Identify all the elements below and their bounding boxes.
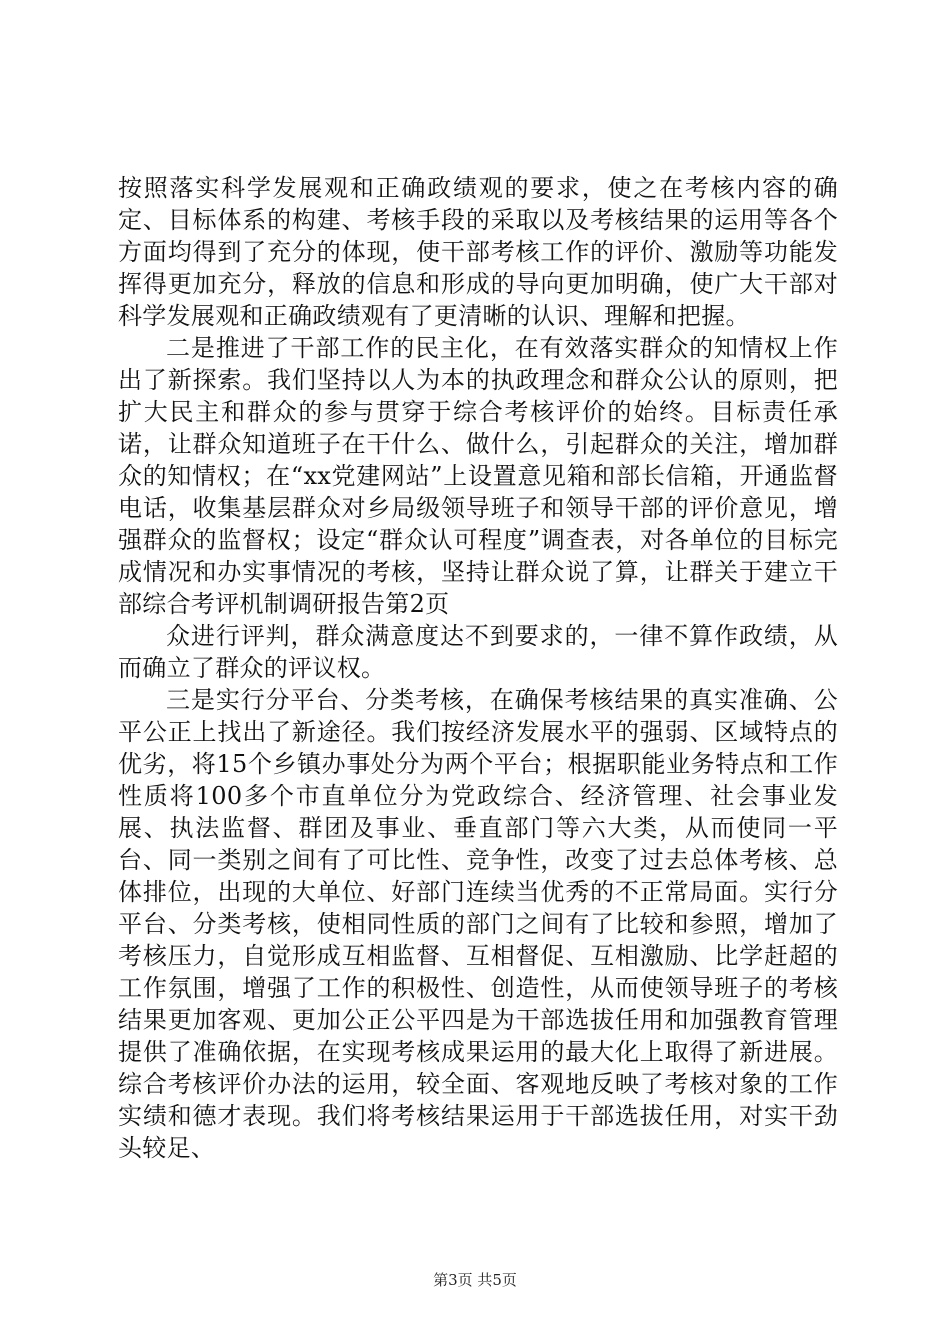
paragraph-2: 二是推进了干部工作的民主化，在有效落实群众的知情权上作出了新探索。我们坚持以人为本的执政理念和群众公认的原则，把扩大民主和群众的参与贯穿于综合考核评价的始终。目标责任承诺，让群众知道班子在干什么、做什么，引起群众的关注，增加群众的知情权；在“xx党建网站”上设置意见箱和部长信箱，开通监督电话，收集基层群众对乡局级领导班子和领导干部的评价意见，增强群众的监督权；设定“群众认可程度”调查表，对各单位的目标完成情况和办实事情况的考核，坚持让群众说了算，让群关于建立干部综合考评机制调研报告第2页 (118, 334, 838, 618)
page-footer: 第3页 共5页 (433, 1271, 517, 1289)
paragraph-1: 按照落实科学发展观和正确政绩观的要求，使之在考核内容的确定、目标体系的构建、考核手段的采取以及考核结果的运用等各个方面均得到了充分的体现，使干部考核工作的评价、激励等功能发挥得更加充分，释放的信息和形成的导向更加明确，使广大干部对科学发展观和正确政绩观有了更清晰的认识、理解和把握。 (118, 174, 838, 330)
paragraph-4: 三是实行分平台、分类考核，在确保考核结果的真实准确、公平公正上找出了新途径。我们按经济发展水平的强弱、区域特点的优劣，将15个乡镇办事处分为两个平台；根据职能业务特点和工作性质将100多个市直单位分为党政综合、经济管理、社会事业发展、执法监督、群团及事业、垂直部门等六大类，从而使同一平台、同一类别之间有了可比性、竞争性，改变了过去总体考核、总体排位，出现的大单位、好部门连续当优秀的不正常局面。实行分平台、分类考核，使相同性质的部门之间有了比较和参照，增加了考核压力，自觉形成互相监督、互相督促、互相激励、比学赶超的工作氛围，增强了工作的积极性、创造性，从而使领导班子的考核结果更加客观、更加公正公平四是为干部选拔任用和加强教育管理提供了准确依据，在实现考核成果运用的最大化上取得了新进展。综合考核评价办法的运用，较全面、客观地反映了考核对象的工作实绩和德才表现。我们将考核结果运用于干部选拔任用，对实干劲头较足、 (118, 686, 838, 1162)
paragraph-3: 众进行评判，群众满意度达不到要求的，一律不算作政绩，从而确立了群众的评议权。 (118, 622, 838, 682)
document-body (118, 172, 838, 1164)
